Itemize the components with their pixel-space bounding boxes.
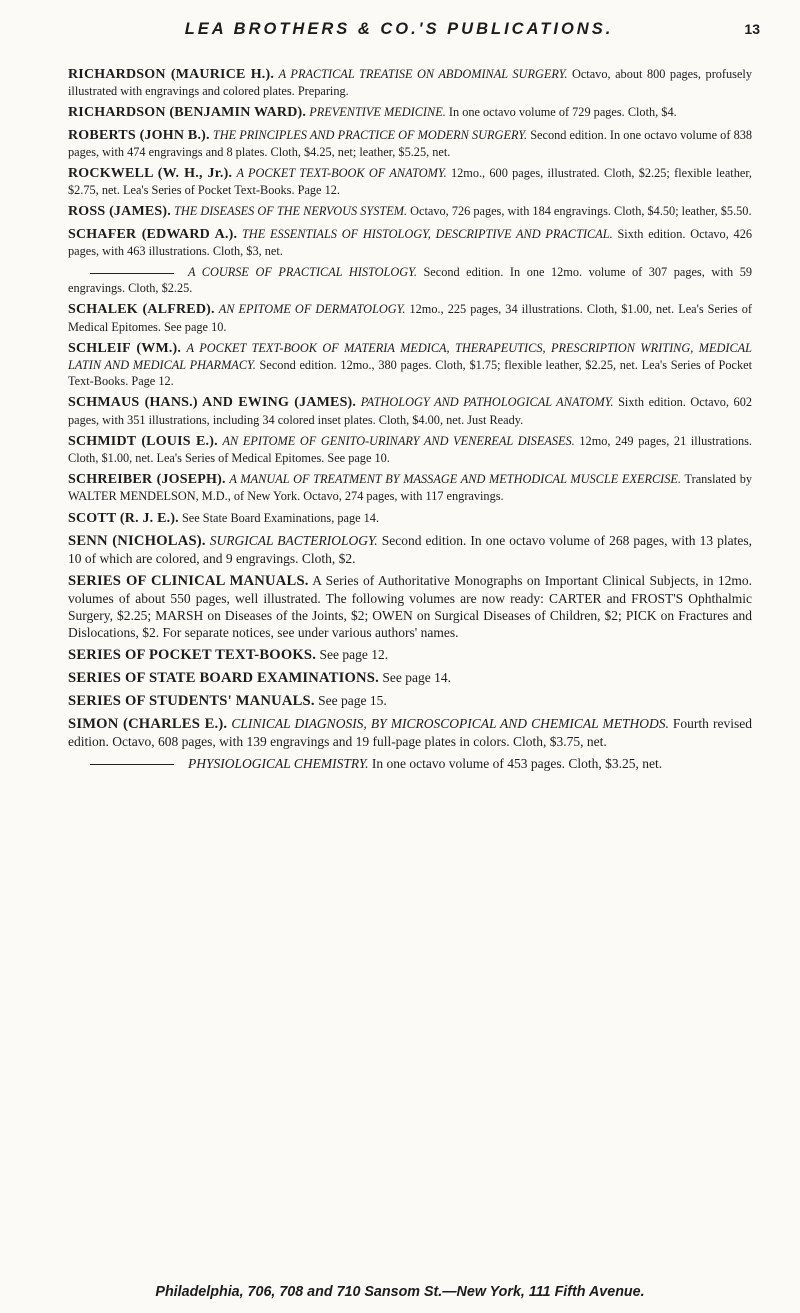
entry-details: 12mo, 249 pages, 21 illustrations. Cloth, $1.00, net. Lea's Series of Medical Epitomes. See page 10. [68,433,753,466]
entry-author: SCHLEIF (WM.). [68,340,182,356]
catalog-entry [68,127,752,160]
entry-details: 12mo., 600 pages, illustrated. Cloth, $2.25; flexible leather, $2.75, net. Lea's Series of Pocket Text-Books. Page 12. [68,166,752,198]
entry-details: Second edition. In one octavo volume of 268 pages, with 13 plates, 10 of which are colored, and 9 engravings. Cloth, $2. [68,532,752,566]
entry-details: Sixth edition. Octavo, 602 pages, with 351 illustrations, including 34 colored inset plates. Cloth, $4.00, net. Just Ready. [68,395,752,427]
entry-details: Fourth revised edition. Octavo, 608 pages, with 139 engravings and 19 full-page plates in colors. Cloth, $3.75, net. [68,715,752,749]
entry-author: SCHREIBER (JOSEPH). [68,472,226,488]
catalog-entry [68,755,752,772]
entry-title: PHYSIOLOGICAL CHEMISTRY. [188,755,369,771]
catalog-entry [68,532,752,567]
catalog-entry [68,203,752,220]
catalog-entry [68,646,752,664]
entry-author: SIMON (CHARLES E.). [68,715,228,732]
entry-author: RICHARDSON (MAURICE H.). [68,67,275,82]
entry-details: Second edition. In one octavo volume of 838 pages, with 474 engravings and 8 plates. Cloth, $4.25, net; leather, $5.25, net. [68,127,753,159]
entry-title: PREVENTIVE MEDICINE. [309,105,446,120]
catalog-entry [68,394,752,427]
entry-details: Octavo, 726 pages, with 184 engravings. Cloth, $4.50; leather, $5.50. [410,204,752,219]
entry-details: In one octavo volume of 729 pages. Cloth, $4. [448,105,677,120]
catalog-entry [68,104,752,121]
catalog-entry [68,301,752,334]
catalog-entry [68,226,752,259]
entry-details: Octavo, about 800 pages, profusely illustrated with engravings and colored plates. Preparing. [68,67,752,99]
entry-title: CLINICAL DIAGNOSIS, BY MICROSCOPICAL AND CHEMICAL METHODS. [231,715,669,731]
entry-details: See page 15. [318,692,387,708]
page-number: 13 [744,21,760,37]
entry-title: SURGICAL BACTERIOLOGY. [209,532,378,548]
entry-author: SERIES OF POCKET TEXT-BOOKS. [68,646,317,663]
catalog-entry [68,669,752,687]
entry-details: Translated by WALTER MENDELSON, M.D., of New York. Octavo, 274 pages, with 117 engravings. [68,472,752,504]
catalog-entry [68,692,752,710]
entry-details: In one octavo volume of 453 pages. Cloth, $3.25, net. [371,755,663,771]
entry-title: THE DISEASES OF THE NERVOUS SYSTEM. [174,204,408,219]
entry-details: A Series of Authoritative Monographs on Important Clinical Subjects, in 12mo. volumes of about 550 pages, well illustrated. The following volumes are now ready: CARTER and FROST'S Ophthalmic Surgery, $2.25; MARSH on Diseases of the Joints, $2; OWEN on Surgical Diseases of Children, $2; PICK on Fractures and Dislocations, $2. For separate notices, see under various authors' names. [68,572,752,640]
entry-details: Second edition. 12mo., 380 pages. Cloth, $1.75; flexible leather, $2.25, net. Lea's Series of Pocket Text-Books. Page 12. [68,358,752,389]
entry-author: RICHARDSON (BENJAMIN WARD). [68,105,307,121]
entry-author: SCOTT (R. J. E.). [68,510,179,526]
entry-details: Second edition. In one 12mo. volume of 307 pages, with 59 engravings. Cloth, $2.25. [68,265,752,296]
entry-title: THE PRINCIPLES AND PRACTICE OF MODERN SURGERY. [212,127,528,142]
entry-author: SERIES OF CLINICAL MANUALS. [68,572,309,589]
catalog-entry [68,433,752,466]
entry-author: SCHMAUS (HANS.) AND EWING (JAMES). [68,395,357,411]
catalog-entry [68,264,752,296]
ditto-rule [90,764,174,765]
entry-title: A COURSE OF PRACTICAL HISTOLOGY. [188,265,417,280]
publisher-address: Philadelphia, 706, 708 and 710 Sansom St.—New York, 111 Fifth Avenue. [155,1284,645,1300]
catalog-entry [68,510,752,527]
entry-title: PATHOLOGY AND PATHOLOGICAL ANATOMY. [360,395,614,410]
entry-title: A POCKET TEXT-BOOK OF ANATOMY. [236,166,447,181]
entry-details: See State Board Examinations, page 14. [181,510,380,525]
entry-details: 12mo., 225 pages, 34 illustrations. Cloth, $1.00, net. Lea's Series of Medical Epitomes. See page 10. [68,302,753,334]
catalog-entry [68,471,752,504]
catalog-entry [68,66,752,99]
ditto-rule [90,273,174,274]
entry-title: A PRACTICAL TREATISE ON ABDOMINAL SURGERY. [278,67,568,81]
entry-title: THE ESSENTIALS OF HISTOLOGY, DESCRIPTIVE AND PRACTICAL. [241,226,613,241]
catalog-entry [68,572,752,641]
entry-title: AN EPITOME OF DERMATOLOGY. [218,302,406,317]
entry-title: A POCKET TEXT-BOOK OF MATERIA MEDICA, THERAPEUTICS, PRESCRIPTION WRITING, MEDICAL LATIN AND MEDICAL PHARMACY. [68,340,753,373]
entry-details: See page 12. [319,646,389,662]
entry-details: Sixth edition. Octavo, 426 pages, with 463 illustrations. Cloth, $3, net. [68,226,752,258]
entry-author: SERIES OF STATE BOARD EXAMINATIONS. [68,669,379,686]
catalog-entries [68,66,752,777]
catalog-entry [68,340,752,390]
catalog-entry [68,165,752,198]
entry-author: ROSS (JAMES). [68,204,171,220]
entry-author: ROBERTS (JOHN B.). [68,127,210,143]
entry-title: A MANUAL OF TREATMENT BY MASSAGE AND METHODICAL MUSCLE EXERCISE. [229,472,682,487]
entry-title: AN EPITOME OF GENITO-URINARY AND VENEREAL DISEASES. [222,433,575,448]
entry-author: SCHAFER (EDWARD A.). [68,226,238,242]
entry-author: ROCKWELL (W. H., Jr.). [68,166,233,182]
page-header [68,20,760,44]
entry-author: SCHMIDT (LOUIS E.). [68,433,218,449]
catalog-entry [68,715,752,750]
entry-details: See page 14. [382,669,451,685]
running-title: LEA BROTHERS & CO.'S PUBLICATIONS. [184,20,614,38]
entry-author: SCHALEK (ALFRED). [68,302,215,318]
entry-author: SERIES OF STUDENTS' MANUALS. [68,692,315,709]
entry-author: SENN (NICHOLAS). [68,532,206,549]
